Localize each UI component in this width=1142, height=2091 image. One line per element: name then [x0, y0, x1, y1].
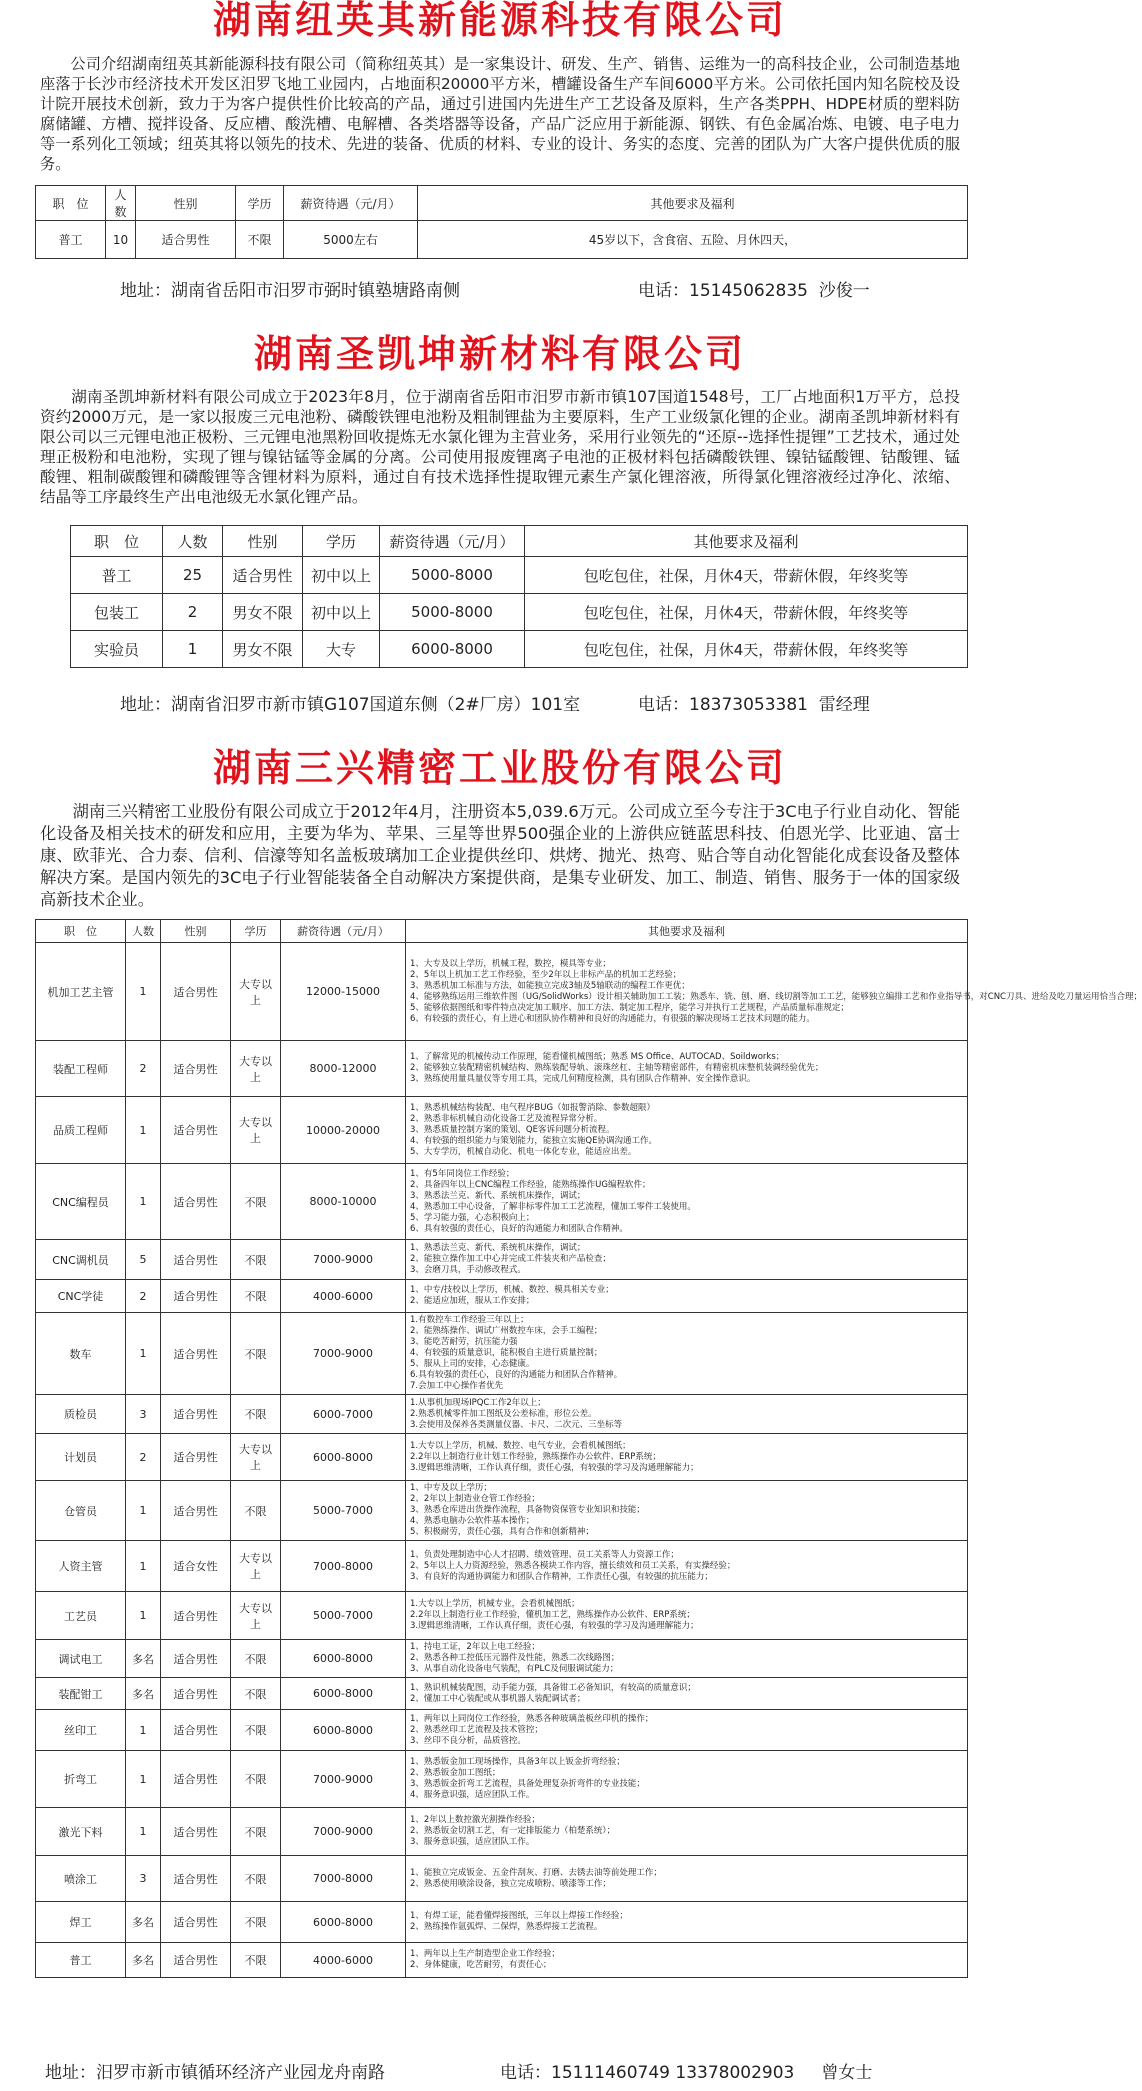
company-title: 湖南纽英其新能源科技有限公司 — [212, 0, 787, 42]
requirement-line: 3.逻辑思维清晰，工作认真仔细，责任心强，有较强的学习及沟通理解能力； — [410, 1462, 699, 1473]
job-title: 喷涂工 — [36, 1856, 126, 1902]
phone-number: 15145062835 — [689, 281, 808, 301]
requirement-line: 1、能独立完成钣金、五金件刮灰、打磨、去锈去油等前处理工作； — [410, 1867, 662, 1878]
table-row — [71, 594, 968, 631]
requirement-line: 2、身体健康，吃苦耐劳，有责任心； — [410, 1960, 552, 1970]
job-title: 人资主管 — [36, 1541, 126, 1592]
job-count: 2 — [126, 1041, 161, 1097]
job-requirements: 包吃包住，社保，月休4天，带薪休假，年终奖等 — [525, 631, 968, 668]
job-count: 1 — [126, 1751, 161, 1808]
job-education: 不限 — [231, 1678, 281, 1710]
job-title: 工艺员 — [36, 1592, 126, 1640]
job-education: 初中以上 — [303, 594, 380, 631]
job-count: 多名 — [126, 1678, 161, 1710]
job-gender: 适合男性 — [161, 1313, 231, 1395]
requirement-line: 4、服务意识强，适应团队工作。 — [410, 1790, 535, 1800]
job-count: 2 — [126, 1434, 161, 1481]
requirement-line: 2.熟悉机械零件加工图纸及公差标准，形位公差。 — [410, 1408, 597, 1419]
phone-label: 电话： — [638, 281, 689, 301]
requirement-line: 1、熟识机械装配图，动手能力强，具备钳工必备知识，有较高的质量意识； — [410, 1682, 696, 1693]
table-row — [71, 557, 968, 594]
table-header-row — [71, 526, 968, 557]
phone-label: 电话： — [638, 695, 689, 715]
job-title: 丝印工 — [36, 1710, 126, 1751]
requirement-line: 2、熟悉各种工控低压元器件及性能，熟悉二次线路图； — [410, 1653, 620, 1663]
requirement-line: 5、大专学历，机械自动化、机电一体化专业，能适应出差。 — [410, 1146, 637, 1157]
job-salary: 6000-8000 — [281, 1710, 406, 1751]
job-salary: 5000左右 — [284, 221, 418, 259]
requirement-line: 2、能够独立装配精密机械结构、熟练装配导轨、滚珠丝杠、主轴等精密部件，有精密机床整机装调经验优先； — [410, 1063, 824, 1073]
job-requirements — [406, 1808, 968, 1856]
job-table — [35, 185, 968, 259]
requirement-line: 3、熟悉法兰克、新代、系统机床操作，调试； — [410, 1190, 586, 1201]
job-salary: 6000-7000 — [281, 1395, 406, 1434]
company-phone — [500, 2058, 872, 2083]
company-phone — [638, 690, 870, 715]
requirement-line: 1、有5年同岗位工作经验； — [410, 1168, 515, 1179]
header-cell: 职 位 — [36, 920, 126, 943]
job-salary: 7000-8000 — [281, 1541, 406, 1592]
header-cell: 性别 — [223, 526, 303, 557]
job-title: 计划员 — [36, 1434, 126, 1481]
company-description: 公司介绍湖南纽英其新能源科技有限公司（简称纽英其）是一家集设计、研发、生产、销售、运维为一的高科技企业，公司制造基地座落于长沙市经济技术开发区汨罗飞地工业园内，占地面积20000平方米，槽罐设备生产车间6000平方米。公司依托国内知名院校及设计院开展技术创新，致力于为客户提供性价比较高的产品，通过引进国内先进生产工艺设备及原料，生产各类PPH、HDPE材质的塑料防腐储罐、方槽、搅拌设备、反应槽、酸洗槽、电解槽、各类塔器等设备，产品广泛应用于新能源、钢铁、有色金属冶炼、电镀、电子电力等一系列化工领域；纽英其将以领先的技术、先进的装备、优质的材料、专业的设计、务实的态度、完善的团队为广大客户提供优质的服务。 — [40, 55, 960, 173]
table-row — [36, 1434, 968, 1481]
header-cell: 其他要求及福利 — [406, 920, 968, 943]
company-address — [120, 276, 460, 301]
job-gender: 适合男性 — [161, 1280, 231, 1313]
table-row — [36, 943, 968, 1041]
job-count: 2 — [163, 594, 223, 631]
requirement-line: 2、5年以上人力资源经验，熟悉各模块工作内容，擅长绩效和员工关系，有实操经验； — [410, 1560, 736, 1571]
job-salary: 5000-8000 — [380, 557, 525, 594]
job-requirements — [406, 1541, 968, 1592]
table-row — [36, 1395, 968, 1434]
job-education: 不限 — [231, 1710, 281, 1751]
table-row — [36, 1313, 968, 1395]
requirement-line: 2、熟悉钣金加工图纸； — [410, 1768, 501, 1778]
job-count: 1 — [126, 1592, 161, 1640]
requirement-line: 2、熟练操作氩弧焊、二保焊，熟悉焊接工艺流程。 — [410, 1922, 603, 1932]
job-education: 不限 — [231, 1313, 281, 1395]
job-gender: 适合男性 — [161, 943, 231, 1041]
job-gender: 适合男性 — [161, 1395, 231, 1434]
requirement-line: 6.具有较强的责任心，良好的沟通能力和团队合作精神。 — [410, 1370, 623, 1380]
job-title: 普工 — [36, 1943, 126, 1978]
job-gender: 适合男性 — [136, 221, 236, 259]
address-text: 汨罗市新市镇循环经济产业园龙舟南路 — [96, 2063, 385, 2083]
table-row — [36, 1943, 968, 1978]
job-count: 1 — [163, 631, 223, 668]
job-title: CNC学徒 — [36, 1280, 126, 1313]
requirement-line: 2、具备四年以上CNC编程工作经验，能熟练操作UG编程软件； — [410, 1179, 651, 1190]
job-education: 大专以上 — [231, 1097, 281, 1164]
requirement-line: 1、负责处理制造中心人才招聘、绩效管理、员工关系等人力资源工作； — [410, 1549, 679, 1560]
job-salary: 6000-8000 — [380, 631, 525, 668]
job-title: 包装工 — [71, 594, 163, 631]
job-salary: 4000-6000 — [281, 1943, 406, 1978]
header-cell: 性别 — [136, 186, 236, 221]
requirement-line: 2、5年以上机加工艺工作经验，至少2年以上非标产品的机加工艺经验； — [410, 969, 682, 980]
header-cell: 学历 — [236, 186, 284, 221]
requirement-line: 3、熟悉质量控制方案的策划、QE客诉问题分析流程。 — [410, 1124, 615, 1135]
table-row — [36, 1481, 968, 1541]
company-title: 湖南三兴精密工业股份有限公司 — [212, 746, 787, 790]
table-row — [36, 1902, 968, 1943]
job-count: 2 — [126, 1280, 161, 1313]
requirement-line: 3、从事自动化设备电气装配，有PLC及伺服调试能力； — [410, 1664, 619, 1674]
address-label: 地址： — [45, 2063, 96, 2083]
job-count: 1 — [126, 943, 161, 1041]
requirement-line: 7.会加工中心操作者优先 — [410, 1381, 504, 1391]
table-row — [36, 1640, 968, 1678]
job-gender: 适合男性 — [161, 1943, 231, 1978]
job-gender: 适合男性 — [161, 1240, 231, 1280]
job-gender: 适合男性 — [161, 1434, 231, 1481]
header-cell: 薪资待遇（元/月） — [380, 526, 525, 557]
company-address — [45, 2058, 385, 2083]
requirement-line: 2、熟悉钣金切割工艺，有一定排版能力（柏楚系统）； — [410, 1826, 616, 1836]
requirement-line: 3、熟悉机加工标准与方法，如能独立完成3轴及5轴联动的编程工作更优； — [410, 980, 690, 991]
job-salary: 5000-7000 — [281, 1592, 406, 1640]
job-gender: 适合男性 — [161, 1481, 231, 1541]
job-education: 大专以上 — [231, 1434, 281, 1481]
job-count: 多名 — [126, 1943, 161, 1978]
requirement-line: 2、能独立操作加工中心并完成工件装夹和产品检查； — [410, 1254, 611, 1264]
job-salary: 8000-10000 — [281, 1164, 406, 1240]
job-count: 多名 — [126, 1902, 161, 1943]
address-text: 湖南省汨罗市新市镇G107国道东侧（2#厂房）101室 — [171, 695, 581, 715]
requirement-line: 1、持电工证，2年以上电工经验； — [410, 1642, 540, 1652]
job-requirements — [406, 1041, 968, 1097]
contact-name: 雷经理 — [818, 695, 870, 715]
job-requirements — [406, 1434, 968, 1481]
requirement-line: 1、熟悉机械结构装配、电气程序BUG（如报警消除、参数超限） — [410, 1102, 656, 1113]
address-label: 地址： — [120, 281, 171, 301]
requirement-line: 4、能够熟练运用三维软件图（UG/SolidWorks）设计相关辅助加工工装；熟悉车、铣、刨、磨、线切割等加工工艺，能够独立编排工艺和作业指导书，对CNC刀具、进给及吃刀量运用恰当合理； — [410, 991, 1142, 1002]
requirement-line: 1.大专以上学历，机械、数控、电气专业，会看机械图纸； — [410, 1440, 631, 1451]
header-cell: 性别 — [161, 920, 231, 943]
phone-number: 18373053381 — [689, 695, 808, 715]
job-education: 不限 — [231, 1481, 281, 1541]
header-cell: 薪资待遇（元/月） — [281, 920, 406, 943]
table-row — [36, 1710, 968, 1751]
requirement-line: 4、熟悉电脑办公软件基本操作； — [410, 1516, 535, 1526]
contact-name: 沙俊一 — [818, 281, 870, 301]
requirement-line: 2、能适应加班，服从工作安排； — [410, 1296, 535, 1306]
job-gender: 适合女性 — [161, 1541, 231, 1592]
requirement-line: 3、有良好的沟通协调能力和团队合作精神，工作责任心强，有较强的抗压能力； — [410, 1571, 713, 1582]
job-requirements — [406, 1640, 968, 1678]
job-title: 激光下料 — [36, 1808, 126, 1856]
requirement-line: 1、了解常见的机械传动工作原理，能看懂机械图纸；熟悉 MS Office、AUTOCAD、Soildworks； — [410, 1052, 785, 1062]
job-gender: 适合男性 — [161, 1856, 231, 1902]
requirement-line: 5、服从上司的安排，心态健康。 — [410, 1359, 535, 1369]
job-table — [35, 919, 1142, 1978]
company-title: 湖南圣凯坤新材料有限公司 — [253, 332, 746, 376]
job-count: 10 — [106, 221, 136, 259]
job-count: 1 — [126, 1481, 161, 1541]
table-row — [36, 1751, 968, 1808]
job-salary: 8000-12000 — [281, 1041, 406, 1097]
job-gender: 适合男性 — [161, 1164, 231, 1240]
job-gender: 适合男性 — [161, 1710, 231, 1751]
requirement-line: 1、中专/技校以上学历，机械、数控、模具相关专业； — [410, 1285, 614, 1295]
requirement-line: 2、熟悉非标机械自动化设备工艺及流程异常分析。 — [410, 1113, 603, 1124]
job-table — [70, 525, 968, 668]
header-cell: 学历 — [231, 920, 281, 943]
job-education: 不限 — [231, 1943, 281, 1978]
job-salary: 7000-9000 — [281, 1751, 406, 1808]
requirement-line: 2、能熟练操作、调试广州数控车床，会手工编程； — [410, 1326, 603, 1336]
table-header-row — [36, 920, 968, 943]
job-requirements: 包吃包住，社保，月休4天，带薪休假，年终奖等 — [525, 594, 968, 631]
job-education: 不限 — [231, 1640, 281, 1678]
job-requirements — [406, 1240, 968, 1280]
job-education: 不限 — [231, 1808, 281, 1856]
job-education: 不限 — [231, 1395, 281, 1434]
requirement-line: 3、丝印不良分析，品质管控。 — [410, 1735, 526, 1746]
job-education: 大专以上 — [231, 1592, 281, 1640]
header-cell: 人数 — [126, 920, 161, 943]
job-gender: 适合男性 — [161, 1592, 231, 1640]
table-row — [36, 1678, 968, 1710]
job-salary: 5000-7000 — [281, 1481, 406, 1541]
requirement-line: 3、熟悉钣金折弯工艺流程，具备处理复杂折弯件的专业技能； — [410, 1779, 645, 1789]
job-salary: 10000-20000 — [281, 1097, 406, 1164]
job-salary: 4000-6000 — [281, 1280, 406, 1313]
job-requirements — [406, 1678, 968, 1710]
table-row — [36, 1097, 968, 1164]
job-count: 1 — [126, 1541, 161, 1592]
requirement-line: 3、熟悉仓库进出货操作流程，具备物资保管专业知识和技能； — [410, 1505, 645, 1515]
job-salary: 7000-9000 — [281, 1313, 406, 1395]
company-address — [120, 690, 580, 715]
address-text: 湖南省岳阳市汨罗市弼时镇塾塘路南侧 — [171, 281, 460, 301]
table-row — [36, 1041, 968, 1097]
requirement-line: 2.2年以上制造行业工作经验，懂机加工艺，熟练操作办公软件、ERP系统； — [410, 1610, 695, 1620]
table-row — [36, 1280, 968, 1313]
requirement-line: 1、中专及以上学历； — [410, 1483, 492, 1493]
job-count: 3 — [126, 1395, 161, 1434]
job-requirements — [406, 1395, 968, 1434]
phone-label: 电话： — [500, 2063, 551, 2083]
requirement-line: 3、会磨刀具，手动修改程式。 — [410, 1265, 526, 1275]
requirement-line: 4、熟悉加工中心设备，了解非标零件加工工艺流程，懂加工零件工装使用。 — [410, 1201, 696, 1212]
job-requirements — [406, 1481, 968, 1541]
company-phone — [638, 276, 870, 301]
table-row — [36, 1808, 968, 1856]
requirement-line: 3.会使用及保养各类测量仪器、卡尺、二次元、三坐标等 — [410, 1419, 623, 1430]
requirement-line: 2、熟悉丝印工艺流程及技术管控； — [410, 1724, 543, 1735]
job-gender: 适合男性 — [161, 1041, 231, 1097]
job-count: 1 — [126, 1164, 161, 1240]
job-gender: 适合男性 — [161, 1808, 231, 1856]
job-requirements: 包吃包住，社保，月休4天，带薪休假，年终奖等 — [525, 557, 968, 594]
contact-name: 曾女士 — [821, 2063, 873, 2083]
job-count: 5 — [126, 1240, 161, 1280]
job-salary: 6000-8000 — [281, 1434, 406, 1481]
requirement-line: 2.2年以上制造行业计划工作经验，熟练操作办公软件、ERP系统； — [410, 1451, 661, 1462]
job-education: 大专以上 — [231, 943, 281, 1041]
job-title: 机加工艺主管 — [36, 943, 126, 1041]
job-gender: 男女不限 — [223, 594, 303, 631]
job-requirements — [406, 1097, 968, 1164]
requirement-line: 2、懂加工中心装配或从事机器人装配调试者； — [410, 1693, 586, 1704]
job-title: 装配钳工 — [36, 1678, 126, 1710]
job-gender: 适合男性 — [161, 1640, 231, 1678]
requirement-line: 1、熟悉钣金加工现场操作，具备3年以上钣金折弯经验； — [410, 1757, 625, 1767]
requirement-line: 4、有较强的质量意识，能积极自主进行质量控制； — [410, 1348, 603, 1358]
job-requirements — [406, 1751, 968, 1808]
job-title: 调试电工 — [36, 1640, 126, 1678]
job-count: 1 — [126, 1097, 161, 1164]
requirement-line: 3、能吃苦耐劳，抗压能力强 — [410, 1337, 518, 1347]
job-education: 不限 — [236, 221, 284, 259]
job-requirements — [406, 1164, 968, 1240]
job-education: 不限 — [231, 1751, 281, 1808]
job-requirements — [406, 1902, 968, 1943]
requirement-line: 5、能够依据图纸和零件特点决定加工顺序、加工方法、制定加工程序，能学习并执行工艺规程，产品质量标准规定； — [410, 1002, 849, 1013]
job-gender: 适合男性 — [223, 557, 303, 594]
job-salary: 6000-8000 — [281, 1678, 406, 1710]
header-cell: 其他要求及福利 — [418, 186, 968, 221]
job-title: 实验员 — [71, 631, 163, 668]
job-title: 质检员 — [36, 1395, 126, 1434]
job-gender: 男女不限 — [223, 631, 303, 668]
job-salary: 7000-9000 — [281, 1240, 406, 1280]
job-requirements — [406, 1710, 968, 1751]
phone-number: 15111460749 13378002903 — [551, 2063, 795, 2083]
table-header-row — [36, 186, 968, 221]
job-title: 普工 — [71, 557, 163, 594]
job-requirements — [406, 1856, 968, 1902]
header-cell: 职 位 — [36, 186, 106, 221]
table-row — [36, 1240, 968, 1280]
job-title: 装配工程师 — [36, 1041, 126, 1097]
requirement-line: 5、积极耐劳，责任心强，具有合作和创新精神； — [410, 1527, 594, 1537]
address-label: 地址： — [120, 695, 171, 715]
requirement-line: 3、服务意识强，适应团队工作。 — [410, 1837, 535, 1847]
job-title: 品质工程师 — [36, 1097, 126, 1164]
requirement-line: 1、2年以上数控激光割操作经验； — [410, 1815, 540, 1825]
job-requirements — [406, 1592, 968, 1640]
job-requirements — [406, 1313, 968, 1395]
requirement-line: 6、具有较强的责任心，良好的沟通能力和团队合作精神。 — [410, 1223, 628, 1234]
table-row — [36, 1592, 968, 1640]
job-salary: 6000-8000 — [281, 1640, 406, 1678]
job-education: 不限 — [231, 1240, 281, 1280]
job-count: 1 — [126, 1808, 161, 1856]
job-education: 不限 — [231, 1280, 281, 1313]
job-count: 多名 — [126, 1640, 161, 1678]
job-education: 不限 — [231, 1856, 281, 1902]
requirement-line: 3、熟练使用量具量仪等专用工具，完成几何精度检测，具有团队合作精神、安全操作意识。 — [410, 1074, 756, 1084]
table-row — [36, 1856, 968, 1902]
job-title: 数车 — [36, 1313, 126, 1395]
job-salary: 12000-15000 — [281, 943, 406, 1041]
table-row — [36, 221, 968, 259]
requirement-line: 1.大专以上学历，机械专业，会看机械图纸； — [410, 1599, 580, 1609]
table-row — [36, 1164, 968, 1240]
requirement-line: 2、2年以上制造业仓管工作经验； — [410, 1494, 540, 1504]
job-requirements — [406, 1280, 968, 1313]
requirement-line: 1.有数控车工作经验三年以上； — [410, 1315, 529, 1325]
header-cell: 人数 — [106, 186, 136, 221]
requirement-line: 1、两年以上同岗位工作经验，熟悉各种玻璃盖板丝印机的操作； — [410, 1713, 654, 1724]
job-requirements — [406, 943, 1142, 1041]
job-education: 不限 — [231, 1902, 281, 1943]
header-cell: 薪资待遇（元/月） — [284, 186, 418, 221]
requirement-line: 1、有焊工证，能看懂焊接图纸，三年以上焊接工作经验； — [410, 1911, 628, 1921]
header-cell: 学历 — [303, 526, 380, 557]
job-gender: 适合男性 — [161, 1902, 231, 1943]
requirement-line: 1、熟悉法兰克、新代、系统机床操作，调试； — [410, 1243, 586, 1253]
requirement-line: 1.从事机加现场IPQC工作2年以上； — [410, 1397, 546, 1408]
header-cell: 其他要求及福利 — [525, 526, 968, 557]
requirement-line: 1、两年以上生产制造型企业工作经验； — [410, 1949, 560, 1959]
requirement-line: 3.逻辑思维清晰，工作认真仔细，责任心强，有较强的学习及沟通理解能力； — [410, 1621, 699, 1631]
table-row — [36, 1541, 968, 1592]
job-requirements — [406, 1943, 968, 1978]
job-title: CNC调机员 — [36, 1240, 126, 1280]
job-salary: 5000-8000 — [380, 594, 525, 631]
requirement-line: 4、有较强的组织能力与策划能力，能独立实施QE协调沟通工作。 — [410, 1135, 657, 1146]
job-education: 大专以上 — [231, 1041, 281, 1097]
job-gender: 适合男性 — [161, 1678, 231, 1710]
header-cell: 职 位 — [71, 526, 163, 557]
job-title: 普工 — [36, 221, 106, 259]
job-count: 1 — [126, 1313, 161, 1395]
job-count: 25 — [163, 557, 223, 594]
job-title: 焊工 — [36, 1902, 126, 1943]
job-education: 不限 — [231, 1164, 281, 1240]
job-requirements: 45岁以下，含食宿、五险、月休四天， — [418, 221, 968, 259]
job-count: 1 — [126, 1710, 161, 1751]
requirement-line: 1、大专及以上学历，机械工程，数控，模具等专业； — [410, 958, 611, 969]
job-education: 大专以上 — [231, 1541, 281, 1592]
job-title: 仓管员 — [36, 1481, 126, 1541]
requirement-line: 2、熟悉使用喷涂设备，独立完成喷粉、喷漆等工作； — [410, 1878, 611, 1889]
requirement-line: 5、学习能力强，心态积极向上； — [410, 1212, 535, 1223]
job-gender: 适合男性 — [161, 1751, 231, 1808]
job-salary: 6000-8000 — [281, 1902, 406, 1943]
header-cell: 人数 — [163, 526, 223, 557]
company-description: 湖南圣凯坤新材料有限公司成立于2023年8月，位于湖南省岳阳市汨罗市新市镇107国道1548号，工厂占地面积1万平方，总投资约2000万元，是一家以报废三元电池粉、磷酸铁锂电池粉及粗制锂盐为主要原料，生产工业级氯化锂的企业。湖南圣凯坤新材料有限公司以三元锂电池正极粉、三元锂电池黑粉回收提炼无水氯化锂为主营业务，采用行业领先的“还原--选择性提锂”工艺技术，通过处理正极粉和电池粉，实现了锂与镍钴锰等金属的分离。公司使用报废锂离子电池的正极材料包括磷酸铁锂、镍钴锰酸锂、钴酸锂、锰酸锂、粗制碳酸锂和磷酸锂等含锂材料为原料，通过自有技术选择性提取锂元素生产氯化锂溶液，所得氯化锂溶液经过净化、浓缩、结晶等工序最终生产出电池级无水氯化锂产品。 — [40, 388, 960, 506]
job-education: 大专 — [303, 631, 380, 668]
table-row — [71, 631, 968, 668]
job-education: 初中以上 — [303, 557, 380, 594]
requirement-line: 6、有较强的责任心，有上进心和团队协作精神和良好的沟通能力，有很强的解决现场工艺技术问题的能力。 — [410, 1013, 815, 1024]
job-salary: 7000-8000 — [281, 1856, 406, 1902]
job-gender: 适合男性 — [161, 1097, 231, 1164]
job-title: CNC编程员 — [36, 1164, 126, 1240]
company-description: 湖南三兴精密工业股份有限公司成立于2012年4月，注册资本5,039.6万元。公司成立至今专注于3C电子行业自动化、智能化设备及相关技术的研发和应用，主要为华为、苹果、三星等世界500强企业的上游供应链蓝思科技、伯恩光学、比亚迪、富士康、欧菲光、合力泰、信利、信濠等知名盖板玻璃加工企业提供丝印、烘烤、抛光、热弯、贴合等自动化智能化成套设备及整体解决方案。是国内领先的3C电子行业智能装备全自动解决方案提供商，是集专业研发、加工、制造、销售、服务于一体的国家级高新技术企业。 — [40, 802, 960, 909]
job-title: 折弯工 — [36, 1751, 126, 1808]
job-count: 3 — [126, 1856, 161, 1902]
job-salary: 7000-9000 — [281, 1808, 406, 1856]
